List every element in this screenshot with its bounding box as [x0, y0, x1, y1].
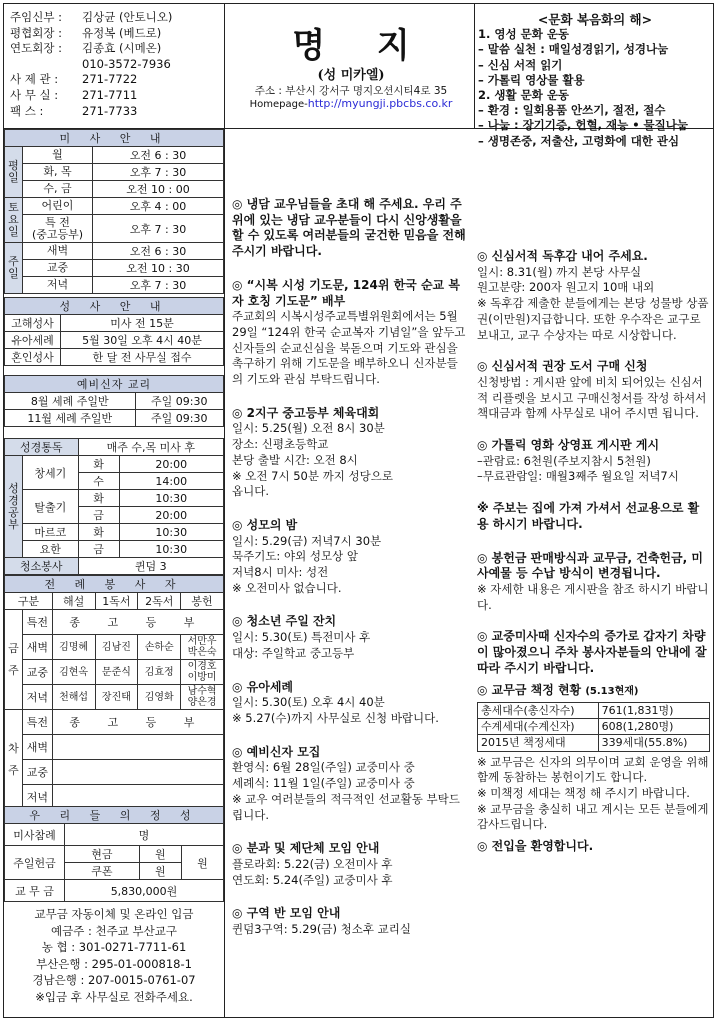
altar-col: 2독서: [138, 593, 181, 610]
mass-time: 오후 7 : 30: [93, 215, 224, 243]
altar-week: 차 주: [5, 710, 23, 810]
bible-day: 금: [78, 541, 119, 558]
divider: [224, 3, 225, 1018]
notice-title: ※ 주보는 집에 가져 가셔서 선교용으로 활용 하시기 바랍니다.: [477, 501, 700, 531]
bible-time: 10:30: [119, 524, 223, 541]
altar-name: 김영화: [138, 685, 181, 710]
reg-label: 수계세대(수계신자): [478, 719, 599, 735]
mass-row: [5, 164, 224, 181]
notice-body: ※ 자세한 내용은 게시판을 참조 하시기 바랍니다.: [477, 581, 709, 612]
bible-study: [4, 438, 224, 575]
altar-row: [5, 660, 224, 685]
staff-row: [10, 88, 230, 104]
staff-row: [10, 26, 230, 42]
bible-day: 수: [78, 473, 119, 490]
sac-row: [5, 349, 224, 366]
fund-label: 교 무 금: [5, 880, 65, 902]
bible-row: [5, 541, 224, 558]
culture-item: – 신심 서적 읽기: [478, 57, 563, 72]
altar-cols-row: [5, 593, 224, 610]
staff-row: [10, 104, 230, 120]
mass-time: 오후 4 : 00: [93, 198, 224, 215]
bible-day: 금: [78, 507, 119, 524]
mass-group: 토요일: [5, 198, 23, 243]
sac-header: 성 사 안 내: [5, 298, 224, 315]
altar-slot: 저녁: [23, 685, 53, 710]
staff-label: [10, 57, 82, 73]
notice-title: ◎ 청소년 주일 잔치: [232, 614, 337, 629]
notice-title: ◎ 2지구 중고등부 체육대회: [232, 405, 380, 420]
catechumen-info: [4, 375, 224, 427]
bible-book: 탈출기: [23, 490, 79, 524]
cat-header: 예비신자 교리: [5, 376, 224, 393]
youth-label: 청소봉사: [5, 558, 79, 575]
notices-right: [477, 249, 710, 690]
notice-body: 플로라회: 5.22(금) 오전미사 후 연도회: 5.24(주일) 교중미사 후: [232, 856, 393, 887]
sincerity-info: [4, 806, 224, 902]
notice-title: ◎ 냉담 교우님들을 초대 해 주세요. 우리 주위에 있는 냉담 교우분들이 다시 신앙생활을 할 수 있도록 여러분들의 굳건한 믿음을 전해 주시기 바랍니다.: [232, 197, 466, 259]
sac-value: 미사 전 15분: [61, 315, 224, 332]
staff-value: 271-7711: [82, 87, 138, 102]
altar-week: 금 주: [5, 610, 23, 710]
bank-line: 교무금 자동이체 및 온라인 입금: [34, 907, 194, 921]
altar-slot: 특전: [23, 610, 53, 635]
sacrament-info: [4, 297, 224, 366]
altar-slot: 새벽: [23, 635, 53, 660]
bible-day: 화: [78, 456, 119, 473]
notice-title: ◎ 구역 반 모임 안내: [232, 906, 341, 921]
staff-label: 연도회장 :: [10, 41, 62, 56]
divider: [474, 3, 475, 129]
attend-row: [5, 824, 224, 846]
notice-title: ◎ 유아세례: [232, 679, 294, 694]
bank-line: 예금주 : 천주교 부산교구: [51, 923, 177, 938]
bible-book: 창세기: [23, 456, 79, 490]
notice: [232, 197, 467, 260]
mass-day: 저녁: [23, 277, 93, 294]
staff-row: [10, 57, 230, 73]
notice: [232, 745, 467, 824]
altar-slot: 새벽: [23, 735, 53, 760]
mass-row: [5, 198, 224, 215]
notice-body: 일시: 8.31(월) 까지 본당 사무실 원고분량: 200자 원고지 10매 내외 ※ 독후감 제출한 분들에게는 본당 성물방 상품권(이만원)지급합니다. 또한 우수작은 교구로 보내고, 교구 수상자는 따로 시상합니다.: [477, 264, 709, 342]
notice-title: ◎ 교중미사때 신자수의 증가로 갑자기 차량이 많아졌으니 주차 봉사자분들의 안내에 잘 따라 주시기 바랍니다.: [477, 629, 707, 675]
notice-body: 일시: 5.25(월) 오전 8시 30분 장소: 신평초등학교 본당 출발 시간: 오전 8시 ※ 오전 7시 50분 까지 성당으로 옵니다.: [232, 421, 393, 499]
reg-row: [478, 719, 710, 735]
mass-day: 화, 목: [23, 164, 93, 181]
mass-time: 오전 6 : 30: [93, 243, 224, 260]
bank-line: ※입금 후 사무실로 전화주세요.: [35, 989, 193, 1004]
sac-row: [5, 315, 224, 332]
notice-title: ◎ 분과 및 제단체 모임 안내: [232, 841, 380, 856]
notice-body: –관람료: 6천원(주보지참시 5천원) –무료관람일: 매월3째주 월요일 저녁7시: [477, 453, 679, 484]
notice-title: ◎ 예비신자 모집: [232, 744, 321, 759]
mass-day: 특 전 (중고등부): [23, 215, 93, 243]
registration-title: ◎ 교무금 책정 현황: [477, 683, 582, 697]
bible-reading-label: 성경통독: [5, 439, 79, 456]
cat-class: 8월 세례 주일반: [5, 393, 136, 410]
altar-servers: [4, 575, 224, 810]
mass-group: 평일: [5, 147, 23, 198]
mass-day: 월: [23, 147, 93, 164]
culture-item: – 생명존중, 저출산, 고령화에 대한 관심: [478, 133, 680, 148]
staff-value: 유정복 (베드로): [82, 25, 162, 40]
culture-item: – 말씀 실천 : 매일성경읽기, 성경나눔: [478, 42, 669, 57]
parish-subtitle: (성 미카엘): [317, 68, 385, 83]
notice: [232, 278, 467, 388]
altar-slot: 교중: [23, 660, 53, 685]
staff-list: [10, 10, 230, 119]
bank-line: 경남은행 : 207-0015-0761-07: [32, 973, 196, 987]
altar-col: 구분: [5, 593, 53, 610]
sac-value: 5월 30일 오후 4시 40분: [61, 332, 224, 349]
notice: [477, 551, 710, 614]
reg-label: 2015년 책정세대: [478, 735, 599, 751]
altar-row: [5, 685, 224, 710]
staff-value: 271-7733: [82, 103, 138, 118]
staff-label: 주임신부 :: [10, 10, 62, 24]
notice-title: ◎ 신심서적 권장 도서 구매 신청: [477, 359, 648, 374]
cat-row: [5, 393, 224, 410]
cat-time: 주일 09:30: [135, 393, 223, 410]
altar-row: [5, 635, 224, 660]
altar-slot: 교중: [23, 760, 53, 785]
homepage-label: Homepage-: [249, 99, 308, 110]
notice-body: 신청방법 : 게시판 앞에 비치 되어있는 신심서적 리플렛을 보시고 구매신청서를 작성 하셔서 책대금과 함께 사무실로 내어 주시면 됩니다.: [477, 374, 707, 421]
bible-day: 화: [78, 490, 119, 507]
altar-row: [5, 610, 224, 635]
bible-time: 10:30: [119, 490, 223, 507]
altar-names: 종 고 등 부: [52, 610, 223, 635]
altar-names: 종 고 등 부: [52, 710, 223, 735]
mass-row: [5, 215, 224, 243]
altar-name: 문준식: [95, 660, 138, 685]
welcome-text: ◎ 전입을 환영합니다.: [477, 839, 594, 854]
altar-slot: 특전: [23, 710, 53, 735]
registration-status: [477, 683, 710, 855]
notice-body: 환영식: 6월 28일(주일) 교중미사 중 세례식: 11월 1일(주일) 교중미사 중 ※ 교우 여러분들의 적극적인 선교활동 부탁드립니다.: [232, 760, 460, 822]
mass-header: 미 사 안 내: [5, 130, 224, 147]
notice: [232, 906, 467, 937]
bible-row: [5, 456, 224, 473]
bible-group: 성경공부: [5, 456, 23, 558]
mass-row: [5, 147, 224, 164]
cat-class: 11월 세례 주일반: [5, 410, 136, 427]
mass-time: 오후 7 : 30: [93, 277, 224, 294]
altar-name: 손하순: [138, 635, 181, 660]
offering-label: 주일헌금: [5, 846, 65, 880]
sac-label: 혼인성사: [5, 349, 61, 366]
registration-date: (5.13현재): [585, 686, 639, 697]
notice: [477, 249, 710, 343]
staff-row: [10, 41, 230, 57]
notice: [477, 438, 710, 485]
notice-body: 퀸덤3구역: 5.29(금) 청소후 교리실: [232, 922, 411, 937]
staff-label: 사 무 실 :: [10, 87, 59, 102]
altar-names: [52, 760, 223, 785]
mass-row: [5, 181, 224, 198]
coupon-label: 쿠폰: [65, 863, 140, 880]
bible-reading-value: 매주 수,목 미사 후: [78, 439, 223, 456]
fund-value: 5,830,000원: [65, 880, 224, 902]
staff-label: 사 제 관 :: [10, 72, 59, 87]
notice-body: 일시: 5.29(금) 저녁7시 30분 묵주기도: 야외 성모상 앞 저녁8시 미사: 성전 ※ 오전미사 없습니다.: [232, 533, 382, 595]
culture-heading: <문화 복음화의 해>: [537, 12, 653, 27]
parish-address: 주소 : 부산시 강서구 명지오션시티4로 35: [254, 85, 448, 97]
bible-time: 20:00: [119, 507, 223, 524]
registration-notes: ※ 교무금은 신자의 의무이며 교회 운영을 위해 함께 동참하는 봉헌이기도 합니다. ※ 미책정 세대는 책정 해 주시기 바랍니다. ※ 교무금을 충실히 내고 계시는 모든 분들에게 감사드립니다.: [477, 754, 709, 832]
mass-day: 교중: [23, 260, 93, 277]
notice: [477, 501, 710, 532]
culture-item: – 환경 : 일회용품 안쓰기, 절전, 절수: [478, 103, 666, 118]
notice: [477, 629, 710, 676]
cash-won: 원: [139, 846, 181, 863]
cat-row: [5, 410, 224, 427]
bible-day: 화: [78, 524, 119, 541]
bible-reading-row: [5, 439, 224, 456]
altar-name: 남수혁 양은경: [181, 685, 224, 710]
notice: [232, 406, 467, 500]
reg-value: 761(1,831명): [598, 702, 709, 718]
sac-label: 고해성사: [5, 315, 61, 332]
altar-slot: 저녁: [23, 785, 53, 810]
reg-value: 608(1,280명): [598, 719, 709, 735]
staff-value: 271-7722: [82, 72, 138, 87]
notice-body: 일시: 5.30(토) 특전미사 후 대상: 주일학교 중고등부: [232, 630, 371, 660]
staff-label: 평협회장 :: [10, 25, 62, 40]
sac-header-row: [5, 298, 224, 315]
altar-name: 장진태: [95, 685, 138, 710]
offering-row: [5, 846, 224, 863]
notice-title: ◎ “시복 시성 기도문, 124위 한국 순교 복자 호칭 기도문” 배부: [232, 277, 460, 308]
notice: [232, 680, 467, 727]
bank-line: 농 협 : 301-0271-7711-61: [41, 940, 187, 954]
youth-row: [5, 558, 224, 575]
fund-row: [5, 880, 224, 902]
mass-time: 오후 7 : 30: [93, 164, 224, 181]
notice-body: 일시: 5.30(토) 오후 4시 40분 ※ 5.27(수)까지 사무실로 신청 바랍니다.: [232, 695, 439, 725]
altar-row: [5, 760, 224, 785]
sac-value: 한 달 전 사무실 접수: [61, 349, 224, 366]
cat-header-row: [5, 376, 224, 393]
notice: [232, 614, 467, 661]
attend-value: 명: [65, 824, 224, 846]
culture-item: 2. 생활 문화 운동: [478, 88, 570, 103]
altar-col: 1독서: [95, 593, 138, 610]
altar-row: [5, 710, 224, 735]
altar-name: 김현옥: [52, 660, 95, 685]
homepage-link[interactable]: http://myungji.pbcbs.co.kr: [307, 97, 453, 110]
mass-schedule: [4, 129, 224, 294]
notice-title: ◎ 봉헌금 판매방식과 교무금, 건축헌금, 미사예물 등 수납 방식이 변경됩니다.: [477, 550, 703, 581]
altar-name: 김효정: [138, 660, 181, 685]
reg-row: [478, 702, 710, 718]
homepage: [228, 97, 474, 110]
sin-header-row: [5, 807, 224, 824]
bank-info: [4, 906, 224, 1005]
mass-row: [5, 260, 224, 277]
parish-title: 명 지: [292, 26, 430, 66]
mass-day: 어린이: [23, 198, 93, 215]
cash-label: 현금: [65, 846, 140, 863]
bible-row: [5, 490, 224, 507]
altar-names: [52, 735, 223, 760]
notice-title: ◎ 성모의 밤: [232, 517, 298, 532]
altar-name: 김명혜: [52, 635, 95, 660]
staff-label: 팩 스 :: [10, 103, 44, 118]
notice-title: ◎ 가톨릭 영화 상영표 게시판 게시: [477, 438, 660, 453]
culture-item: – 가톨릭 영상물 활용: [478, 72, 585, 87]
notice: [477, 359, 710, 422]
altar-name: 김남진: [95, 635, 138, 660]
staff-value: 김종효 (시메온): [82, 41, 162, 56]
altar-col: 봉헌: [181, 593, 224, 610]
staff-value: 김상균 (안토니오): [82, 10, 173, 24]
bible-row: [5, 524, 224, 541]
notice-body: 주교회의 시복시성주교특별위원회에서는 5월29일 “124위 한국 순교복자 기념일”을 앞두고 신자들의 순교신심을 북돋으며 기도와 관심을 촉구하기 위해 기도문을 배부하오니 신자분들의 기도와 관심 부탁드립니다.: [232, 309, 466, 387]
staff-value: 010-3572-7936: [82, 56, 171, 71]
altar-col: 해설: [52, 593, 95, 610]
reg-row: [478, 735, 710, 751]
mass-day: 새벽: [23, 243, 93, 260]
sac-row: [5, 332, 224, 349]
mass-time: 오전 6 : 30: [93, 147, 224, 164]
altar-header-row: [5, 576, 224, 593]
notice-title: ◎ 신심서적 독후감 내어 주세요.: [477, 249, 648, 263]
sac-label: 유아세례: [5, 332, 61, 349]
culture-item: – 나눔 : 장기기증, 헌혈, 재능 • 물질나눔: [478, 118, 688, 133]
culture-year-box: [478, 12, 712, 149]
bible-time: 10:30: [119, 541, 223, 558]
staff-row: [10, 10, 230, 26]
mass-day: 수, 금: [23, 181, 93, 198]
notice: [232, 518, 467, 597]
altar-name: 이경호 이방미: [181, 660, 224, 685]
mass-row: [5, 243, 224, 260]
reg-label: 총세대수(총신자수): [478, 702, 599, 718]
culture-item: 1. 영성 문화 운동: [478, 27, 570, 42]
altar-header: 전 례 봉 사 자: [5, 576, 224, 593]
notices-middle: [232, 197, 467, 952]
sin-header: 우 리 들 의 정 성: [5, 807, 224, 824]
mass-row: [5, 277, 224, 294]
altar-name: 서만우 박은숙: [181, 635, 224, 660]
staff-row: [10, 72, 230, 88]
altar-row: [5, 735, 224, 760]
attend-label: 미사참례: [5, 824, 65, 846]
offering-total-won: 원: [181, 846, 223, 880]
bible-time: 20:00: [119, 456, 223, 473]
cat-time: 주일 09:30: [135, 410, 223, 427]
bible-time: 14:00: [119, 473, 223, 490]
reg-value: 339세대(55.8%): [598, 735, 709, 751]
mass-header-row: [5, 130, 224, 147]
youth-value: 퀸덤 3: [78, 558, 223, 575]
coupon-won: 원: [139, 863, 181, 880]
mass-time: 오전 10 : 00: [93, 181, 224, 198]
altar-name: 천해섭: [52, 685, 95, 710]
mass-group: 주일: [5, 243, 23, 294]
mass-time: 오전 10 : 30: [93, 260, 224, 277]
bible-book: 요한: [23, 541, 79, 558]
bank-line: 부산은행 : 295-01-000818-1: [36, 956, 192, 971]
bible-book: 마르코: [23, 524, 79, 541]
notice: [232, 841, 467, 888]
